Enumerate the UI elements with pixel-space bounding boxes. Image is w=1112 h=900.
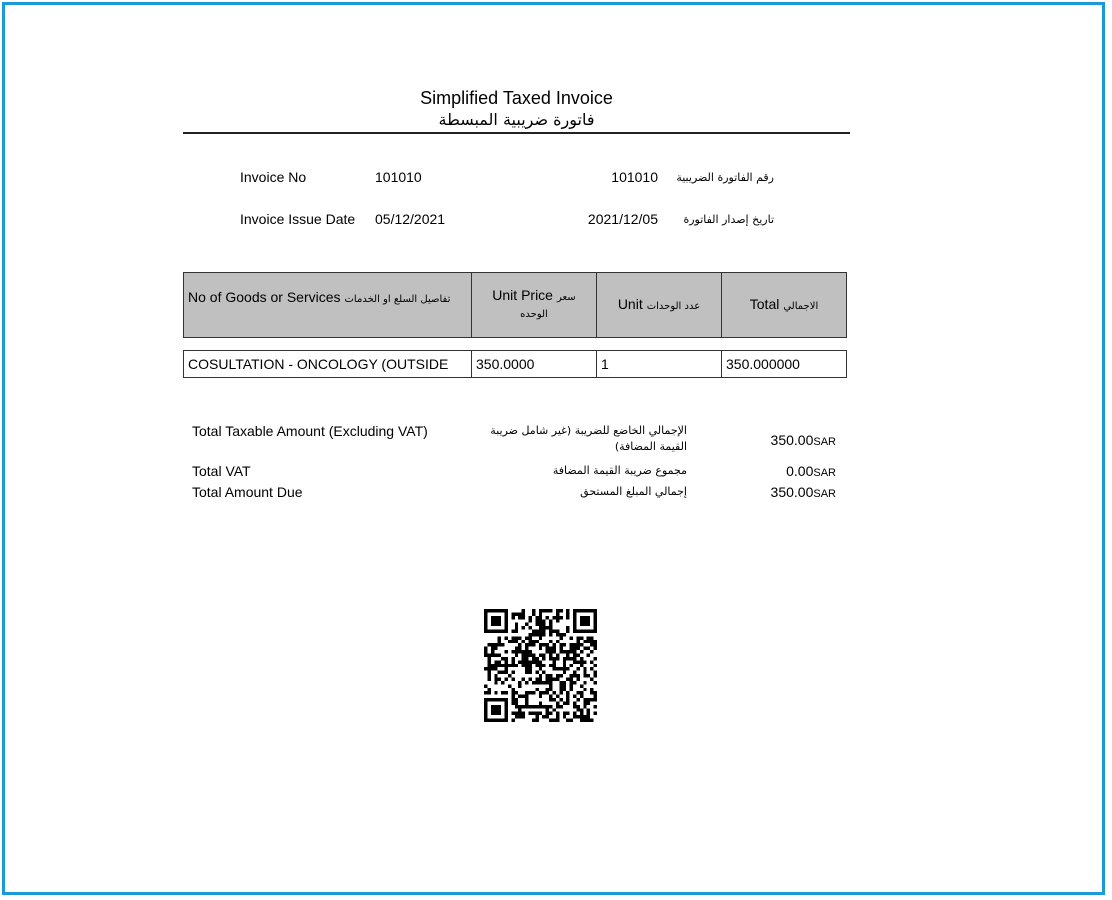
column-header-units — [597, 273, 722, 337]
issue-date-label: Invoice Issue Date — [240, 211, 356, 227]
column-header-description-en: No of Goods or Services — [188, 289, 341, 305]
total-due-label: Total Amount Due — [192, 484, 303, 500]
total-taxable-label-ar: الإجمالي الخاضع للضريبة (غير شامل ضريبة — [490, 424, 687, 437]
total-taxable-label-ar2: القيمة المضافة) — [614, 440, 687, 453]
total-due-amount — [716, 484, 836, 500]
column-header-description — [184, 273, 472, 337]
column-header-total-ar: الاجمالي — [783, 300, 819, 312]
invoice-title-ar: فاتورة ضريبية المبسطة — [438, 110, 595, 129]
total-taxable-amount-value: 350.00 — [770, 432, 814, 448]
table-row — [183, 350, 847, 378]
items-table-header — [183, 272, 847, 338]
column-header-description-ar: تفاصيل السلع او الخدمات — [344, 294, 451, 305]
total-vat-amount-value: 0.00 — [786, 463, 814, 479]
row-total: 350.000000 — [726, 356, 800, 372]
total-taxable-amount — [716, 432, 836, 448]
invoice-no-value-ar: 101010 — [611, 169, 658, 185]
column-header-total-en: Total — [749, 295, 780, 312]
issue-date-value: 05/12/2021 — [375, 211, 446, 227]
total-due-label-ar: إجمالي المبلغ المستحق — [580, 485, 687, 498]
column-header-units-en: Unit — [617, 295, 643, 312]
column-header-unit-price — [472, 273, 597, 337]
row-description: COSULTATION - ONCOLOGY (OUTSIDE — [184, 351, 472, 377]
invoice-no-value: 101010 — [375, 169, 422, 185]
row-unit-price: 350.0000 — [472, 351, 597, 377]
column-header-total — [722, 273, 846, 337]
total-due-amount-value: 350.00 — [770, 484, 814, 500]
invoice-title-en: Simplified Taxed Invoice — [420, 88, 613, 108]
column-header-unit-price-ar2: الوحده — [520, 309, 548, 320]
invoice-no-label-ar: رقم الفاتورة الضريبية — [676, 171, 774, 184]
column-header-unit-price-ar: سعر — [556, 292, 576, 303]
issue-date-label-ar: تاريخ إصدار الفاتورة — [683, 213, 774, 226]
total-vat-label: Total VAT — [192, 463, 251, 479]
currency-label: SAR — [813, 436, 836, 448]
invoice-no-label: Invoice No — [240, 169, 307, 185]
column-header-unit-price-en: Unit Price — [492, 287, 553, 303]
issue-date-value-ar: 2021/12/05 — [587, 211, 658, 227]
total-taxable-label: Total Taxable Amount (Excluding VAT) — [192, 423, 428, 439]
title-divider — [183, 132, 850, 134]
page-frame — [2, 2, 1105, 895]
total-vat-label-ar: مجموع ضريبة القيمة المضافة — [552, 464, 687, 477]
qr-code-icon — [484, 609, 597, 722]
currency-label: SAR — [813, 488, 836, 500]
column-header-units-ar: عدد الوحدات — [646, 300, 701, 312]
currency-label: SAR — [813, 467, 836, 479]
row-units: 1 — [597, 351, 722, 377]
total-vat-amount — [716, 463, 836, 479]
